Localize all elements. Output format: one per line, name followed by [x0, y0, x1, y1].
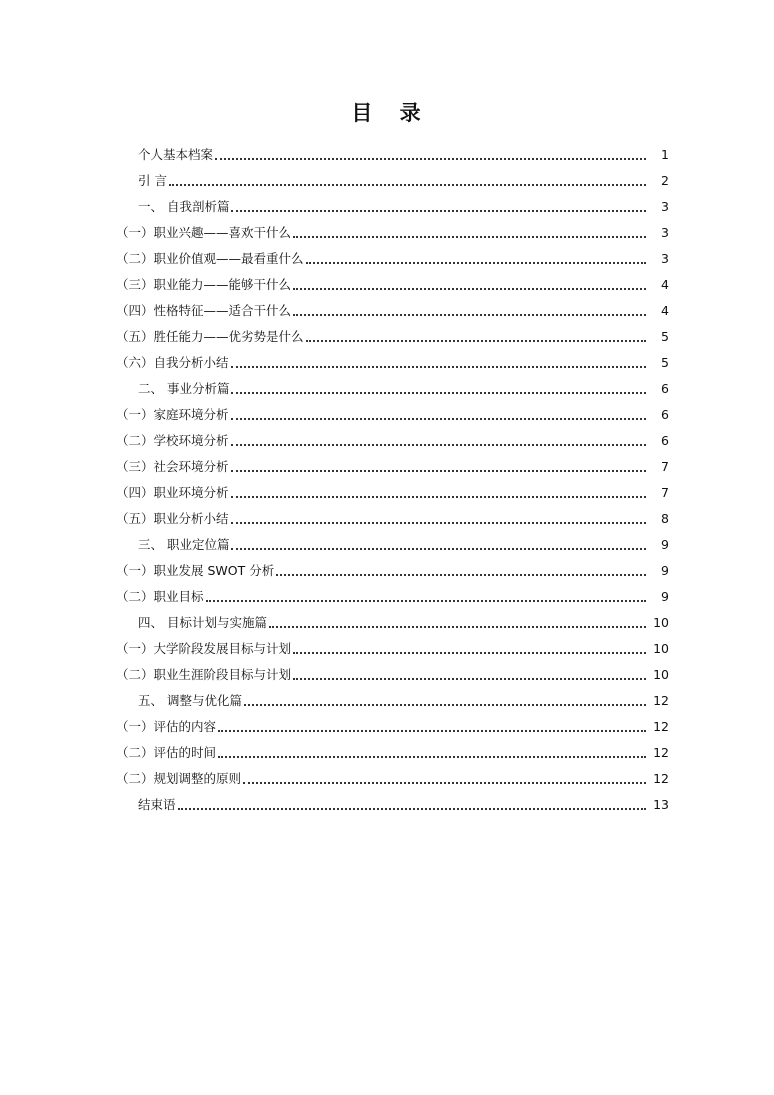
page-number-wrapper: [649, 511, 669, 530]
toc-entry[interactable]: [0, 374, 774, 400]
toc-entry-label: 一、 自我剖析篇: [138, 199, 230, 214]
dot-leader: [293, 236, 646, 238]
toc-page-number: 3: [661, 251, 669, 266]
toc-entry[interactable]: [0, 634, 774, 660]
dot-leader: [231, 470, 646, 472]
dot-leader: [231, 548, 646, 550]
toc-entry-label: （二）职业价值观——最看重什么: [116, 251, 304, 266]
toc-entry[interactable]: [0, 296, 774, 322]
dot-leader: [306, 340, 646, 342]
page-number-wrapper: [649, 433, 669, 452]
page-number-wrapper: [649, 303, 669, 322]
toc-page-number: 4: [661, 277, 669, 292]
toc-page-number: 6: [661, 407, 669, 422]
toc-entry[interactable]: [0, 738, 774, 764]
toc-page-number: 12: [653, 771, 669, 786]
page-number-wrapper: [649, 251, 669, 270]
toc-entry[interactable]: [0, 218, 774, 244]
toc-entry[interactable]: [0, 244, 774, 270]
dot-leader: [306, 262, 646, 264]
dot-leader: [218, 756, 646, 758]
toc-page-number: 4: [661, 303, 669, 318]
toc-page-number: 12: [653, 719, 669, 734]
toc-entry-label: 引 言: [138, 173, 167, 188]
page-number-wrapper: [649, 745, 669, 764]
toc-entry-label: （一）职业发展 SWOT 分析: [116, 563, 275, 578]
toc-page-number: 5: [661, 329, 669, 344]
page-number-wrapper: [649, 615, 669, 634]
dot-leader: [276, 574, 646, 576]
toc-entry-label: （二）职业目标: [116, 589, 204, 604]
toc-entry[interactable]: [0, 400, 774, 426]
page-number-wrapper: [649, 329, 669, 348]
toc-page-number: 9: [661, 563, 669, 578]
toc-entry-label: （六）自我分析小结: [116, 355, 229, 370]
dot-leader: [293, 288, 646, 290]
toc-page-number: 12: [653, 745, 669, 760]
toc-entry-label: 结束语: [138, 797, 176, 812]
toc-entry-label: 个人基本档案: [138, 147, 214, 162]
page-number-wrapper: [649, 667, 669, 686]
toc-page-number: 10: [653, 667, 669, 682]
dot-leader: [231, 210, 646, 212]
toc-entry[interactable]: [0, 140, 774, 166]
toc-entry-label: （一）家庭环境分析: [116, 407, 229, 422]
toc-entry-label: 二、 事业分析篇: [138, 381, 230, 396]
toc-entry[interactable]: [0, 530, 774, 556]
dot-leader: [218, 730, 646, 732]
dot-leader: [244, 704, 646, 706]
toc-entry[interactable]: [0, 764, 774, 790]
page-number-wrapper: [649, 225, 669, 244]
toc-entry[interactable]: [0, 608, 774, 634]
page-number-wrapper: [649, 173, 669, 192]
toc-entry-label: （三）职业能力——能够干什么: [116, 277, 292, 292]
toc-entry[interactable]: [0, 556, 774, 582]
toc-page-number: 10: [653, 641, 669, 656]
table-of-contents: [0, 140, 774, 816]
toc-page-number: 6: [661, 381, 669, 396]
page-number-wrapper: [649, 407, 669, 426]
toc-page-number: 7: [661, 459, 669, 474]
page-number-wrapper: [649, 199, 669, 218]
toc-entry-label: （五）胜任能力——优劣势是什么: [116, 329, 304, 344]
toc-page-number: 3: [661, 225, 669, 240]
toc-page-number: 2: [661, 173, 669, 188]
page-number-wrapper: [649, 771, 669, 790]
dot-leader: [269, 626, 646, 628]
page-number-wrapper: [649, 797, 669, 816]
dot-leader: [169, 184, 646, 186]
page-number-wrapper: [649, 355, 669, 374]
toc-entry-label: （二）职业生涯阶段目标与计划: [116, 667, 292, 682]
page-number-wrapper: [649, 641, 669, 660]
toc-page-number: 9: [661, 537, 669, 552]
page-number-wrapper: [649, 485, 669, 504]
toc-entry-label: 四、 目标计划与实施篇: [138, 615, 267, 630]
toc-entry[interactable]: [0, 270, 774, 296]
dot-leader: [231, 496, 646, 498]
toc-entry[interactable]: [0, 790, 774, 816]
toc-entry-label: （四）性格特征——适合干什么: [116, 303, 292, 318]
toc-entry-label: （四）职业环境分析: [116, 485, 229, 500]
toc-entry-label: （二）规划调整的原则: [116, 771, 242, 786]
toc-entry[interactable]: [0, 582, 774, 608]
page-number-wrapper: [649, 277, 669, 296]
dot-leader: [293, 678, 646, 680]
dot-leader: [231, 418, 646, 420]
toc-page-number: 12: [653, 693, 669, 708]
toc-entry-label: （一）职业兴趣——喜欢干什么: [116, 225, 292, 240]
toc-entry[interactable]: [0, 660, 774, 686]
toc-entry[interactable]: [0, 712, 774, 738]
toc-page-number: 7: [661, 485, 669, 500]
dot-leader: [293, 652, 646, 654]
toc-page-number: 13: [653, 797, 669, 812]
toc-page-number: 9: [661, 589, 669, 604]
toc-entry-label: （三）社会环境分析: [116, 459, 229, 474]
dot-leader: [231, 522, 646, 524]
toc-entry[interactable]: [0, 504, 774, 530]
page-number-wrapper: [649, 537, 669, 556]
toc-entry[interactable]: [0, 452, 774, 478]
toc-entry-label: （一）大学阶段发展目标与计划: [116, 641, 292, 656]
toc-page-number: 5: [661, 355, 669, 370]
dot-leader: [231, 444, 646, 446]
dot-leader: [215, 158, 646, 160]
toc-entry[interactable]: [0, 426, 774, 452]
dot-leader: [231, 392, 646, 394]
toc-entry-label: （二）学校环境分析: [116, 433, 229, 448]
page-number-wrapper: [649, 719, 669, 738]
toc-title: 目 录: [351, 100, 431, 125]
dot-leader: [206, 600, 646, 602]
toc-entry-label: （一）评估的内容: [116, 719, 217, 734]
toc-entry[interactable]: [0, 192, 774, 218]
toc-page-number: 1: [661, 147, 669, 162]
toc-page-number: 8: [661, 511, 669, 526]
toc-entry-label: 三、 职业定位篇: [138, 537, 230, 552]
toc-page-number: 3: [661, 199, 669, 214]
toc-entry-label: （五）职业分析小结: [116, 511, 229, 526]
dot-leader: [243, 782, 646, 784]
page-number-wrapper: [649, 589, 669, 608]
toc-entry-label: 五、 调整与优化篇: [138, 693, 242, 708]
toc-entry[interactable]: [0, 166, 774, 192]
dot-leader: [231, 366, 646, 368]
toc-entry[interactable]: [0, 322, 774, 348]
page-number-wrapper: [649, 693, 669, 712]
toc-entry[interactable]: [0, 686, 774, 712]
toc-page-number: 10: [653, 615, 669, 630]
page-number-wrapper: [649, 563, 669, 582]
dot-leader: [293, 314, 646, 316]
toc-entry[interactable]: [0, 348, 774, 374]
toc-entry[interactable]: [0, 478, 774, 504]
page-number-wrapper: [649, 147, 669, 166]
page-number-wrapper: [649, 381, 669, 400]
toc-entry-label: （二）评估的时间: [116, 745, 217, 760]
toc-page-number: 6: [661, 433, 669, 448]
dot-leader: [178, 808, 646, 810]
page-number-wrapper: [649, 459, 669, 478]
